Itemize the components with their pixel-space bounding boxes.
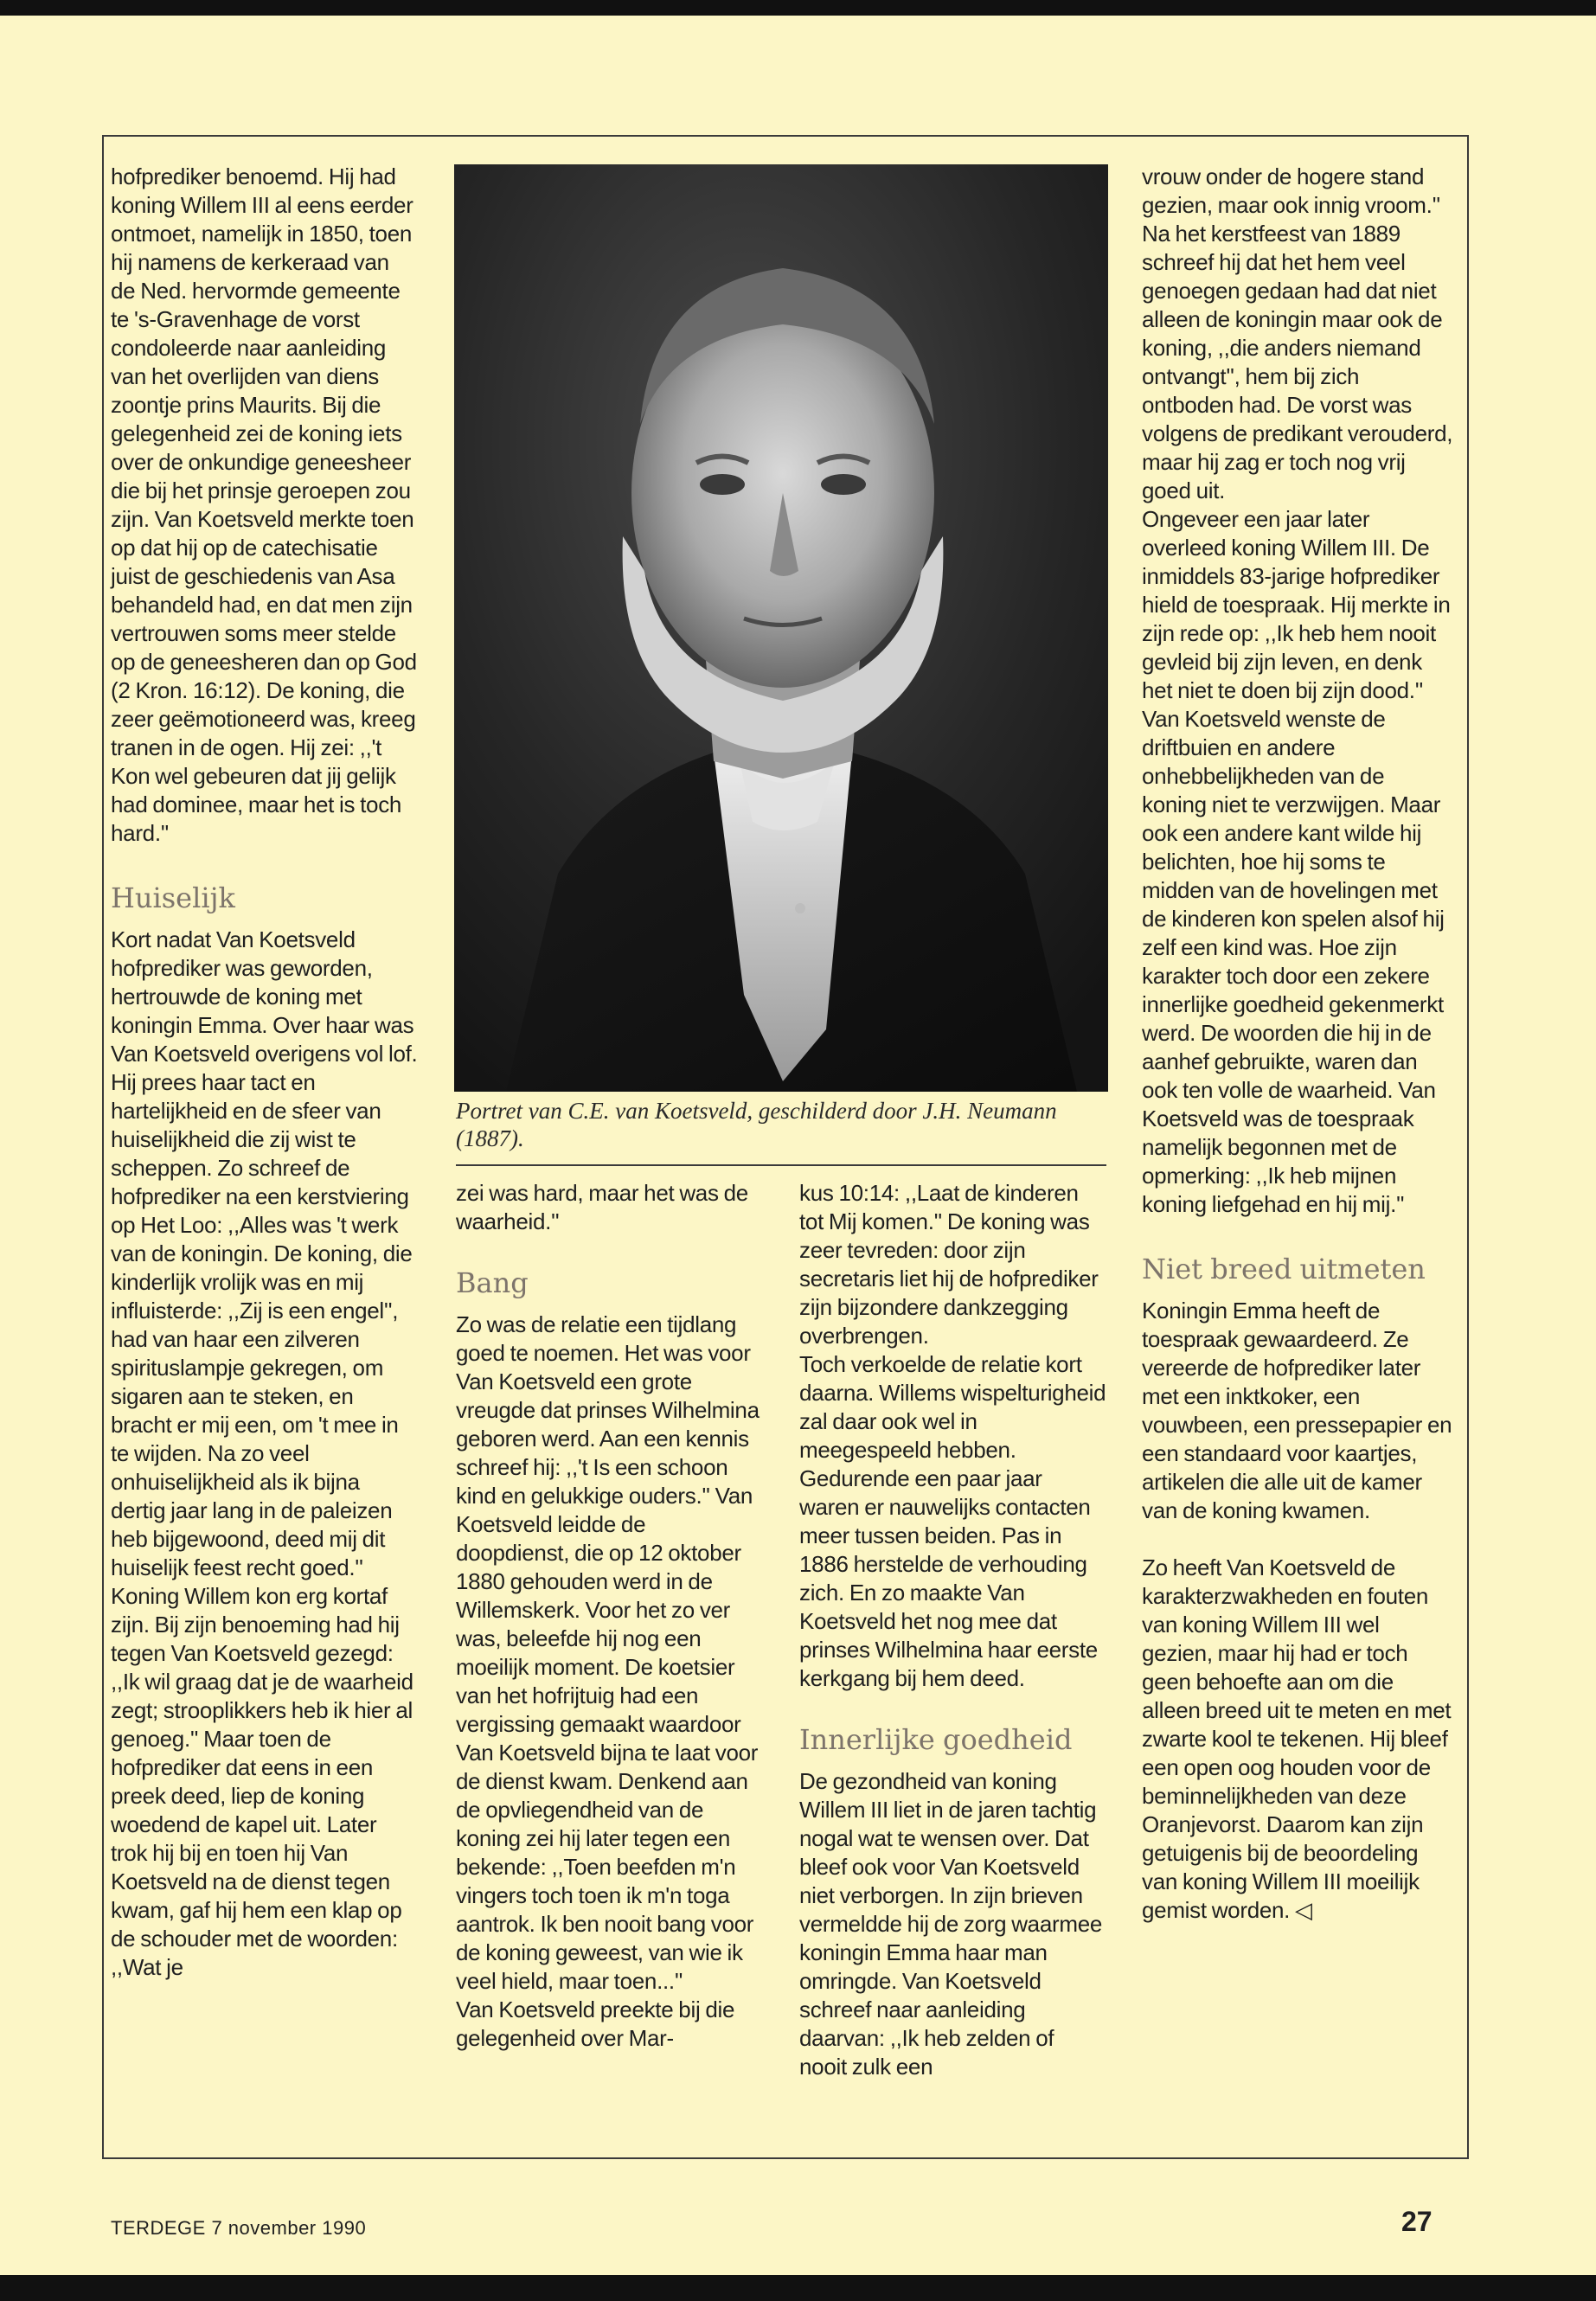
paragraph: [1142, 1554, 1453, 1925]
paragraph-gap: [1142, 1525, 1453, 1554]
column-4: [1142, 163, 1453, 1925]
caption-rule: [456, 1164, 1106, 1166]
paragraph: Van Koetsveld preekte bij die gelegenheid over Mar-: [456, 1997, 735, 2051]
photo-caption: Portret van C.E. van Koetsveld, geschilderd door J.H. Neumann (1887).: [456, 1098, 1057, 1151]
column-1: [111, 163, 418, 1982]
paragraph: Kort nadat Van Koetsveld hofprediker was geworden, hertrouwde de koning met koningin Emma. Over haar was Van Koetsveld overigens vol lof. Hij prees haar tact en hartelijkheid en de sfeer van huiselijkheid die zij wist te scheppen. Zo schreef de hofprediker na een kerstviering op Het Loo: ,,Alles was 't werk van de koningin. De koning, die kinderlijk vrolijk was en mij influisterde: ,,Zij is een engel'', had van haar een zilveren spirituslampje gekregen, om sigaren aan te steken, en bracht er mij een, om 't mee in te wijden. Na zo veel onhuiselijkheid als ik bijna dertig jaar lang in de paleizen heb bijgewoond, deed mij dit huiselijk feest recht goed.'': [111, 926, 418, 1580]
magazine-page: [0, 16, 1596, 2275]
paragraph: Zo was de relatie een tijdlang goed te noemen. Het was voor Van Koetsveld een grote vreugde dat prinses Wilhelmina geboren werd. Aan een kennis schreef hij: ,,'t Is een schoon kind en gelukkige ouders.'' Van Koetsveld leidde de doopdienst, die op 12 oktober 1880 gehouden werd in de Willemskerk. Voor het zo ver was, beleefde hij nog een moeilijk moment. De koetsier van het hofrijtuig had een vergissing gemaakt waardoor Van Koetsveld bijna te laat voor de dienst kwam. Denkend aan de opvliegendheid van de koning zei hij later tegen een bekende: ,,Toen beefden m'n vingers toch toen ik m'n toga aantrok. Ik ben nooit bang voor de koning geweest, van wie ik veel hield, maar toen...'': [456, 1311, 760, 1994]
portrait-photo: [454, 164, 1108, 1092]
paragraph: Koningin Emma heeft de toespraak gewaardeerd. Ze vereerde de hofprediker later met een inktkoker, een vouwbeen, een pressepapier en een standaard voor kaartjes, artikelen die alle uit de kamer van de koning kwamen.: [1142, 1298, 1452, 1523]
section-heading-niet-breed-uitmeten: Niet breed uitmeten: [1142, 1253, 1426, 1285]
page-number: 27: [1401, 2206, 1433, 2237]
section-heading-bang: Bang: [456, 1266, 529, 1299]
section-heading-innerlijke-goedheid: Innerlijke goedheid: [799, 1723, 1073, 1756]
paragraph: Toch verkoelde de relatie kort daarna. Willems wispelturigheid zal daar ook wel in meegespeeld hebben. Gedurende een paar jaar waren er nauwelijks contacten meer tussen beiden. Pas in 1886 herstelde de verhouding zich. En zo maakte Van Koetsveld het nog mee dat prinses Wilhelmina haar eerste kerkgang bij hem deed.: [799, 1351, 1106, 1691]
column-2: [456, 1179, 763, 2053]
paragraph: kus 10:14: ,,Laat de kinderen tot Mij komen.'' De koning was zeer tevreden: door zijn secretaris liet hij de hofprediker zijn bijzondere dankzegging overbrengen.: [799, 1180, 1099, 1349]
portrait-illustration: [454, 164, 1108, 1092]
end-mark-icon: ◁: [1295, 1897, 1312, 1923]
paragraph: Koning Willem kon erg kortaf zijn. Bij zijn benoeming had hij tegen Van Koetsveld gezegd: ,,Ik wil graag dat je de waarheid zegt; strooplikkers heb ik hier al genoeg.'' Maar toen de hofprediker dat eens in een preek deed, liep de koning woedend de kapel uit. Later trok hij bij en toen hij Van Koetsveld na de dienst tegen kwam, gaf hij hem een klap op de schouder met de woorden: ,,Wat je: [111, 1583, 413, 1980]
paragraph: Ongeveer een jaar later overleed koning Willem III. De inmiddels 83-jarige hofprediker hield de toespraak. Hij merkte in zijn rede op: ,,Ik heb hem nooit gevleid bij zijn leven, en denk het niet te doen bij zijn dood.'' Van Koetsveld wenste de driftbuien en andere onhebbelijkheden van de koning niet te verzwijgen. Maar ook een andere kant wilde hij belichten, hoe hij soms te midden van de hovelingen met de kinderen kon spelen alsof hij zelf een kind was. Hoe zijn karakter toch door een zekere innerlijke goedheid gekenmerkt werd. De woorden die hij in de aanhef gebruikte, waren dan ook ten volle de waarheid. Van Koetsveld was de toespraak namelijk begonnen met de opmerking: ,,Ik heb mijnen koning liefgehad en hij mij.'': [1142, 506, 1451, 1217]
paragraph-text: Zo heeft Van Koetsveld de karakterzwakheden en fouten van koning Willem III wel gezien, maar hij had er toch geen behoefte aan om die alleen breed uit te meten en met zwarte kool te tekenen. Hij bleef een open oog houden voor de beminnelijkheden van deze Oranjevorst. Daarom kan zijn getuigenis bij de beoordeling van koning Willem III moeilijk gemist worden.: [1142, 1554, 1452, 1923]
paragraph: De gezondheid van koning Willem III liet in de jaren tachtig nogal wat te wensen over. Dat bleef ook voor Van Koetsveld niet verborgen. In zijn brieven vermeldde hij de zorg waarmee koningin Emma haar man omringde. Van Koetsveld schreef naar aanleiding daarvan: ,,Ik heb zelden of nooit zulk een: [799, 1768, 1103, 2080]
paragraph: zei was hard, maar het was de waarheid.'': [456, 1180, 748, 1234]
footer-publication: TERDEGE 7 november 1990: [111, 2217, 367, 2239]
paragraph: hofprediker benoemd. Hij had koning Willem III al eens eerder ontmoet, namelijk in 1850, toen hij namens de kerkeraad van de Ned. hervormde gemeente te 's-Gravenhage de vorst condoleerde naar aanleiding van het overlijden van diens zoontje prins Maurits. Bij die gelegenheid zei de koning iets over de onkundige geneesheer die bij het prinsje geroepen zou zijn. Van Koetsveld merkte toen op dat hij op de catechisatie juist de geschiedenis van Asa behandeld had, en dat men zijn vertrouwen soms meer stelde op de geneesheren dan op God (2 Kron. 16:12). De koning, die zeer geëmotioneerd was, kreeg tranen in de ogen. Hij zei: ,,'t Kon wel gebeuren dat jij gelijk had dominee, maar het is toch hard.'': [111, 163, 417, 846]
paragraph: vrouw onder de hogere stand gezien, maar ook innig vroom.'' Na het kerstfeest van 1889 schreef hij dat het hem veel genoegen gedaan had dat niet alleen de koningin maar ook de koning, ,,die anders niemand ontvangt'', hem bij zich ontboden had. De vorst was volgens de predikant verouderd, maar hij zag er toch nog vrij goed uit.: [1142, 163, 1453, 503]
column-3: [799, 1179, 1106, 2081]
section-heading-huiselijk: Huiselijk: [111, 881, 235, 914]
